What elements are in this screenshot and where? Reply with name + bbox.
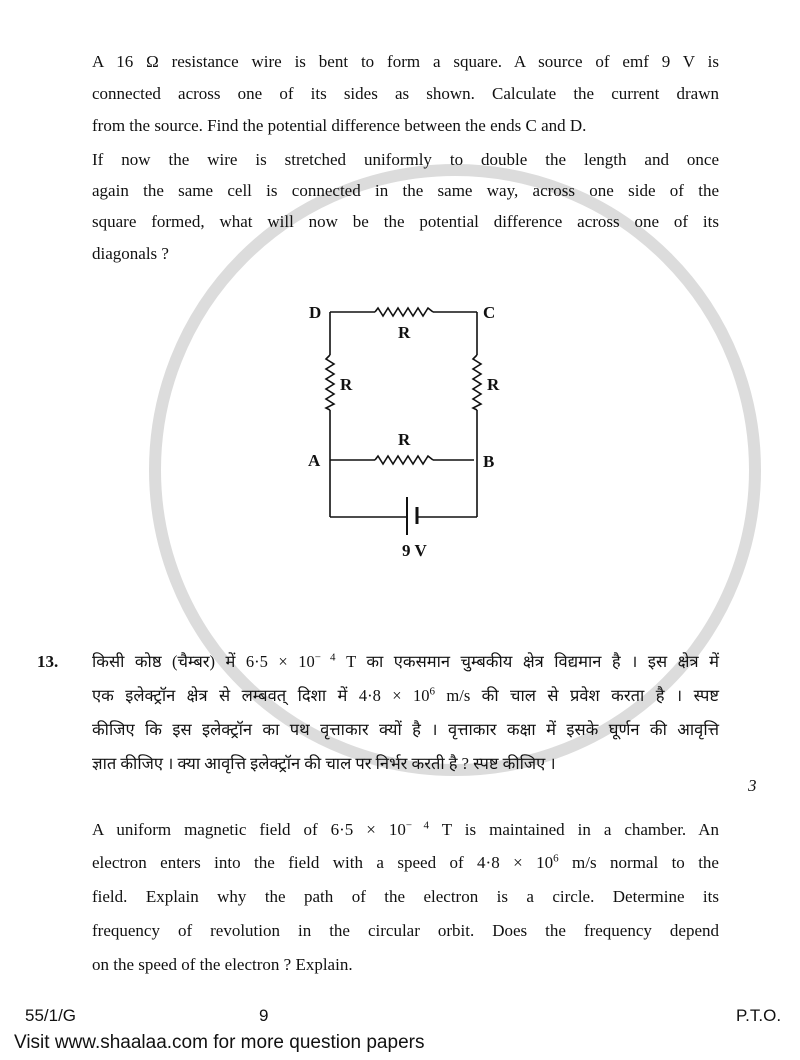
marks: 3 (748, 776, 757, 795)
q12-text-line: diagonals ? (92, 244, 169, 263)
paper-code: 55/1/G (25, 1006, 77, 1025)
node-b-label: B (483, 452, 495, 471)
resistor-label: R (340, 375, 353, 394)
resistor-label: R (398, 323, 411, 342)
resistor-cb (473, 355, 481, 410)
q12-text-line: again the same cell is connected in the same way, across one side of the (92, 181, 719, 200)
q13-hindi-line: किसी कोष्ठ (चैम्बर) में $6\cdot 5 \times 10^{- 4}$ T का एकसमान चुम्बकीय क्षेत्र विद्यमान है । इस क्षेत्र में (92, 651, 719, 671)
q13-hindi-line: कीजिए कि इस इलेक्ट्रॉन का पथ वृत्ताकार क्यों है । वृत्ताकार कक्षा में इसके घूर्णन की आवृत्ति (92, 720, 719, 739)
pto-label: P.T.O. (736, 1006, 782, 1025)
q12-text-line: connected across one of its sides as shown. Calculate the current drawn (92, 84, 719, 103)
q13-hindi-line: ज्ञात कीजिए । क्या आवृत्ति इलेक्ट्रॉन की चाल पर निर्भर करती है ? स्पष्ट कीजिए । (92, 754, 556, 773)
q13-english-line: frequency of revolution in the circular orbit. Does the frequency depend (92, 921, 719, 940)
q12-text-line: If now the wire is stretched uniformly to double the length and once (92, 150, 719, 169)
shaalaa-link[interactable]: Visit www.shaalaa.com for more question papers (14, 1032, 425, 1053)
q13-english-line: electron enters into the field with a speed of $4\cdot 8 \times 10^6$ m/s normal to the (92, 852, 719, 872)
node-d-label: D (309, 303, 322, 322)
q13-english-line: on the speed of the electron ? Explain. (92, 955, 353, 974)
question-number: 13. (37, 652, 59, 671)
resistor-da (326, 355, 334, 410)
page-number: 9 (259, 1006, 269, 1025)
node-a-label: A (308, 451, 321, 470)
resistor-ab (375, 456, 433, 464)
q12-text-line: A 16 Ω resistance wire is bent to form a square. A source of emf 9 V is (92, 52, 719, 71)
node-c-label: C (483, 303, 496, 322)
q12-text-line: from the source. Find the potential difference between the ends C and D. (92, 116, 587, 135)
resistor-label: R (398, 430, 411, 449)
resistor-label: R (487, 375, 500, 394)
q13-english-line: A uniform magnetic field of $6\cdot 5 \times 10^{- 4}$ T is maintained in a chamber. An (92, 819, 719, 839)
q13-english-line: field. Explain why the path of the electron is a circle. Determine its (92, 887, 719, 906)
q13-hindi-line: एक इलेक्ट्रॉन क्षेत्र से लम्बवत् दिशा में $4\cdot 8 \times 10^6$ m/s की चाल से प्रवेश करता है । स्पष्ट (92, 685, 719, 705)
resistor-dc (375, 308, 433, 316)
battery-label: 9 V (402, 541, 427, 560)
q12-text-line: square formed, what will now be the potential difference across one of its (92, 212, 719, 231)
